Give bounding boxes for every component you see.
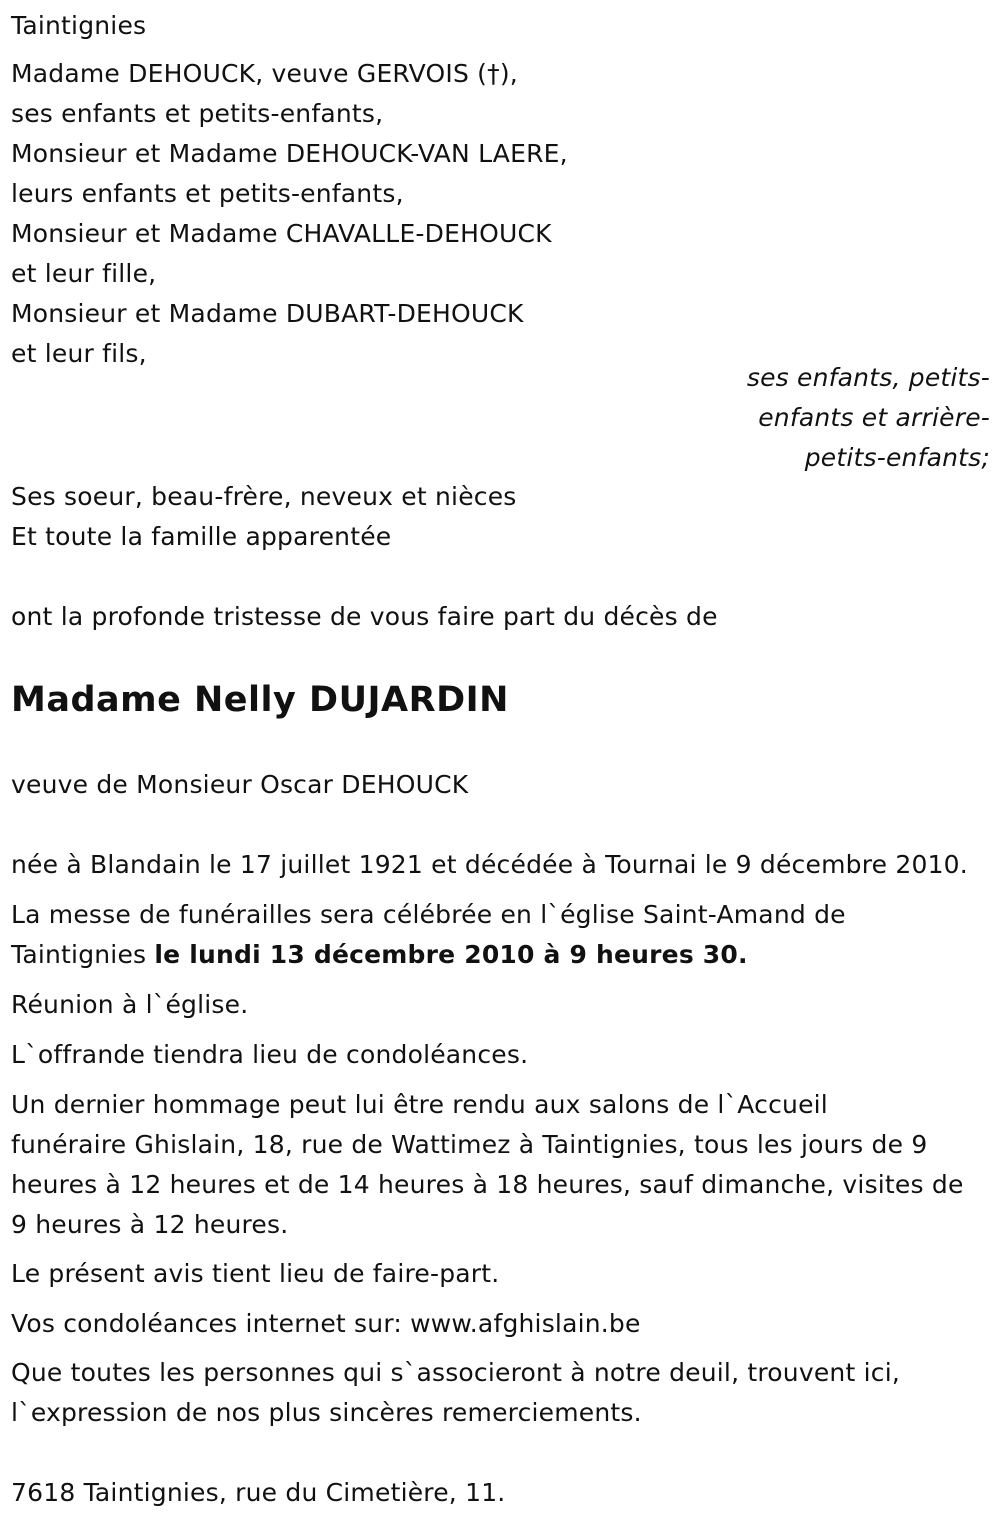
family-line: Monsieur et Madame CHAVALLE-DEHOUCK — [11, 219, 552, 248]
offering-text: L`offrande tiendra lieu de condoléances. — [11, 1040, 529, 1069]
family-right-line: ses enfants, petits- — [746, 363, 990, 392]
meeting-text: Réunion à l`église. — [11, 990, 249, 1019]
tribute-line: heures à 12 heures et de 14 heures à 18 heures, sauf dimanche, visites de — [11, 1170, 964, 1199]
notice-text: Le présent avis tient lieu de faire-part. — [11, 1259, 500, 1288]
widow-of-text: veuve de Monsieur Oscar DEHOUCK — [11, 770, 469, 799]
deceased-name: Madame Nelly DUJARDIN — [11, 680, 509, 720]
family-line: Monsieur et Madame DUBART-DEHOUCK — [11, 299, 524, 328]
family-line: Madame DEHOUCK, veuve GERVOIS (†), — [11, 59, 518, 88]
funeral-mass-line: La messe de funérailles sera célébrée en l`église Saint-Amand de — [11, 900, 846, 929]
tribute-line: 9 heures à 12 heures. — [11, 1210, 289, 1239]
family-line: et leur fille, — [11, 259, 157, 288]
address-text: 7618 Taintignies, rue du Cimetière, 11. — [11, 1478, 506, 1507]
family-line: Monsieur et Madame DEHOUCK-VAN LAERE, — [11, 139, 568, 168]
family-extra-line: Ses soeur, beau-frère, neveux et nièces — [11, 482, 517, 511]
family-line: leurs enfants et petits-enfants, — [11, 179, 404, 208]
thanks-line: l`expression de nos plus sincères remerciements. — [11, 1398, 642, 1427]
birth-death-text: née à Blandain le 17 juillet 1921 et décédée à Tournai le 9 décembre 2010. — [11, 850, 968, 879]
funeral-date-time: le lundi 13 décembre 2010 à 9 heures 30. — [154, 940, 748, 969]
thanks-line: Que toutes les personnes qui s`associeront à notre deuil, trouvent ici, — [11, 1358, 900, 1387]
location-heading: Taintignies — [11, 11, 147, 40]
funeral-place-text: Taintignies — [11, 940, 155, 969]
family-line: et leur fils, — [11, 339, 147, 368]
family-right-line: enfants et arrière- — [758, 403, 990, 432]
online-condolences-text: Vos condoléances internet sur: www.afghislain.be — [11, 1309, 641, 1338]
family-line: ses enfants et petits-enfants, — [11, 99, 384, 128]
announcement-text: ont la profonde tristesse de vous faire part du décès de — [11, 602, 718, 631]
family-extra-line: Et toute la famille apparentée — [11, 522, 392, 551]
funeral-mass-date-line — [11, 935, 748, 975]
tribute-line: Un dernier hommage peut lui être rendu aux salons de l`Accueil — [11, 1090, 828, 1119]
family-right-line: petits-enfants; — [804, 443, 990, 472]
tribute-line: funéraire Ghislain, 18, rue de Wattimez à Taintignies, tous les jours de 9 — [11, 1130, 928, 1159]
